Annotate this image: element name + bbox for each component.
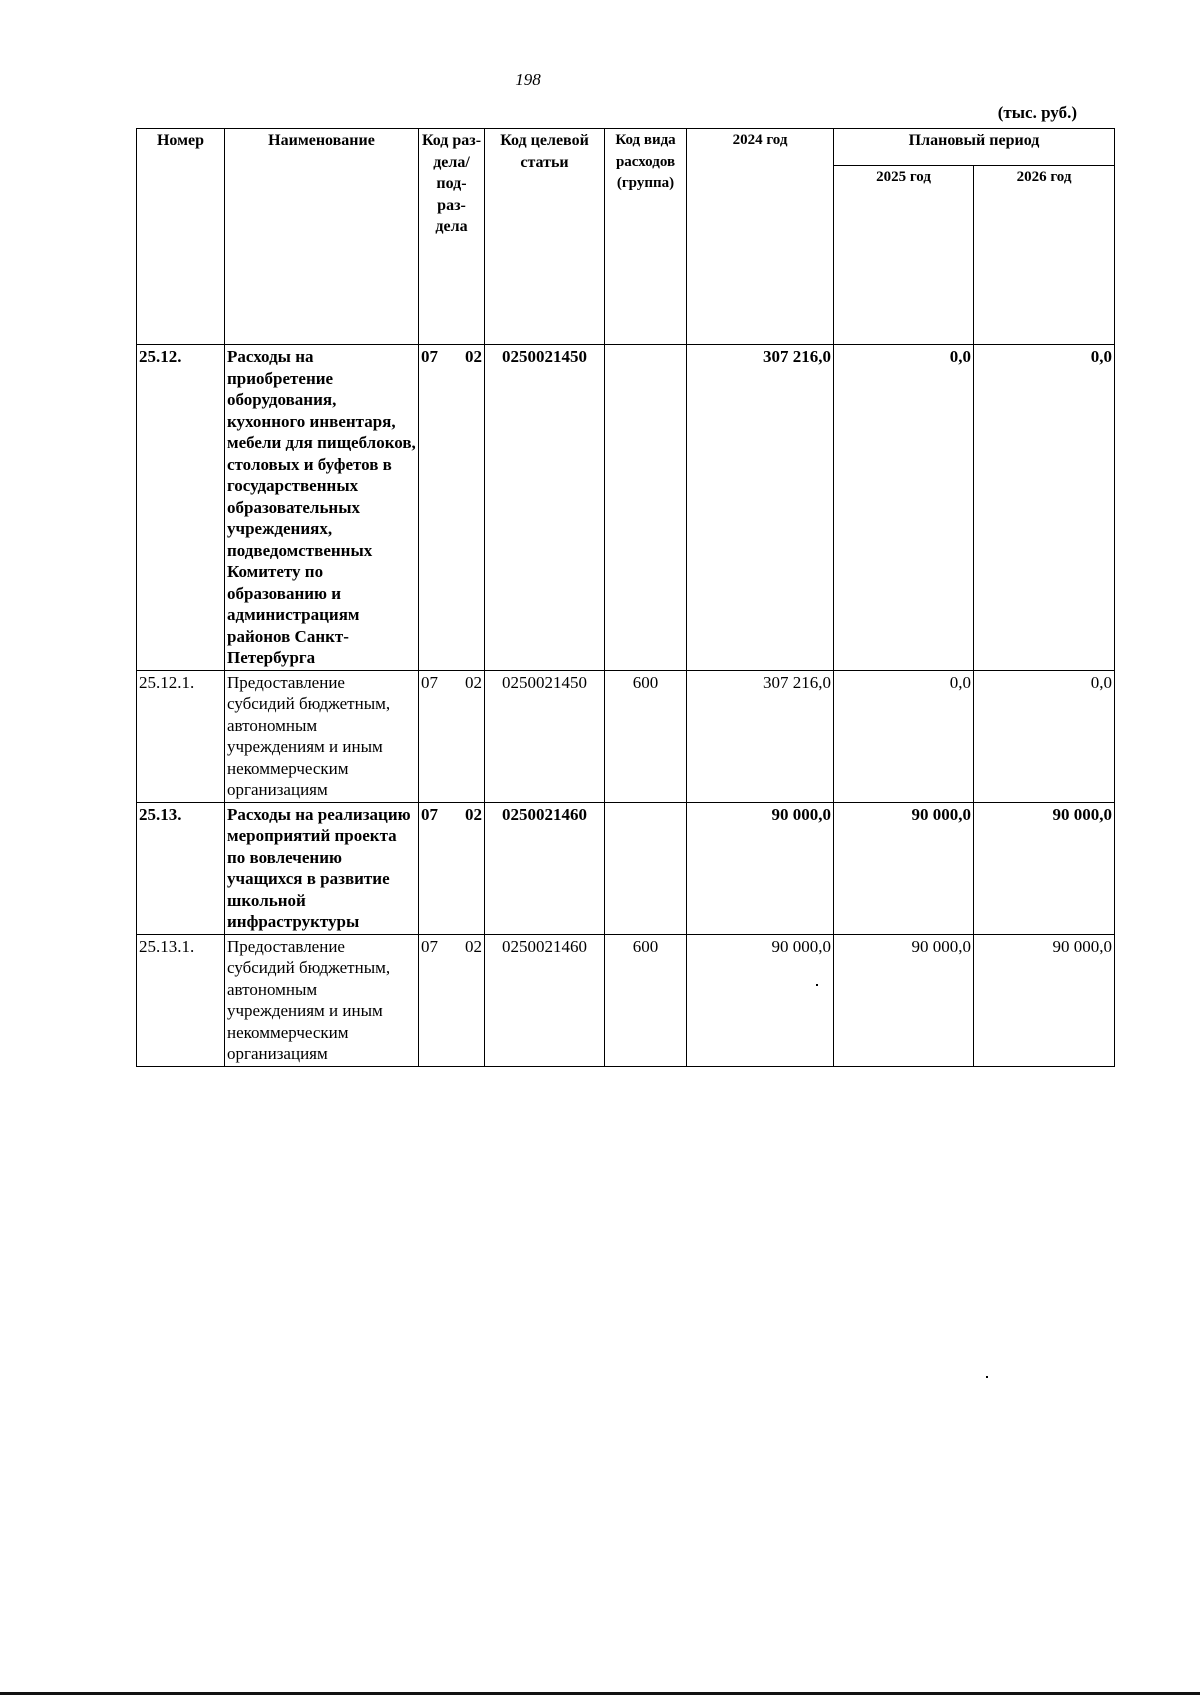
row-number: 25.12. xyxy=(137,345,225,671)
row-amount-2026: 90 000,0 xyxy=(974,802,1115,934)
row-subsection: 02 xyxy=(465,347,482,366)
table-row xyxy=(137,934,1115,1066)
row-section: 07 xyxy=(421,804,438,824)
page-number: 198 xyxy=(515,70,541,89)
row-amount-2025: 90 000,0 xyxy=(834,934,974,1066)
row-amount-2026: 0,0 xyxy=(974,670,1115,802)
row-section-code xyxy=(419,934,485,1066)
row-subsection: 02 xyxy=(465,936,482,956)
row-section-code xyxy=(419,670,485,802)
row-section: 07 xyxy=(421,347,438,366)
row-amount-2024: 90 000,0 xyxy=(687,934,834,1066)
row-number: 25.12.1. xyxy=(137,670,225,802)
row-target-code: 0250021450 xyxy=(485,670,605,802)
row-target-code: 0250021460 xyxy=(485,934,605,1066)
row-amount-2026: 90 000,0 xyxy=(974,934,1115,1066)
header-target-code: Код целевой статьи xyxy=(485,129,605,345)
row-amount-2026: 0,0 xyxy=(974,345,1115,671)
scan-speck xyxy=(986,1376,988,1378)
row-number: 25.13. xyxy=(137,802,225,934)
row-section: 07 xyxy=(421,672,438,692)
row-section: 07 xyxy=(421,936,438,956)
row-subsection: 02 xyxy=(465,672,482,692)
row-name: Расходы на приобретение оборудования, кухонного инвентаря, мебели для пищеблоков, столовых и буфетов в государственных образовательных учреждениях, подведомственных Комитету по образованию и администрациям районов Санкт-Петербурга xyxy=(225,345,419,671)
header-year-2025: 2025 год xyxy=(834,166,974,345)
row-expense-type xyxy=(605,802,687,934)
header-number: Номер xyxy=(137,129,225,345)
units-label: (тыс. руб.) xyxy=(997,103,1077,122)
row-amount-2025: 0,0 xyxy=(834,345,974,671)
header-year-2024: 2024 год xyxy=(687,129,834,345)
row-amount-2024: 307 216,0 xyxy=(687,345,834,671)
row-expense-type xyxy=(605,345,687,671)
header-plan-period: Плановый период xyxy=(834,129,1115,166)
row-amount-2024: 90 000,0 xyxy=(687,802,834,934)
scan-speck xyxy=(816,984,818,986)
row-amount-2025: 90 000,0 xyxy=(834,802,974,934)
row-name: Предоставление субсидий бюджетным, автономным учреждениям и иным некоммерческим организациям xyxy=(225,670,419,802)
header-expense-type: Код вида расходов (группа) xyxy=(605,129,687,345)
header-year-2026: 2026 год xyxy=(974,166,1115,345)
row-name: Предоставление субсидий бюджетным, автономным учреждениям и иным некоммерческим организациям xyxy=(225,934,419,1066)
row-amount-2024: 307 216,0 xyxy=(687,670,834,802)
row-subsection: 02 xyxy=(465,804,482,824)
row-number: 25.13.1. xyxy=(137,934,225,1066)
row-section-code xyxy=(419,345,485,671)
row-expense-type: 600 xyxy=(605,934,687,1066)
table-row xyxy=(137,345,1115,671)
row-target-code: 0250021450 xyxy=(485,345,605,671)
table-row xyxy=(137,802,1115,934)
row-name: Расходы на реализацию мероприятий проекта по вовлечению учащихся в развитие школьной инфраструктуры xyxy=(225,802,419,934)
budget-table xyxy=(136,128,1115,1067)
row-target-code: 0250021460 xyxy=(485,802,605,934)
row-expense-type: 600 xyxy=(605,670,687,802)
row-section-code xyxy=(419,802,485,934)
header-name: Наименование xyxy=(225,129,419,345)
header-section-code: Код раз- дела/ под- раз- дела xyxy=(419,129,485,345)
table-row xyxy=(137,670,1115,802)
row-amount-2025: 0,0 xyxy=(834,670,974,802)
